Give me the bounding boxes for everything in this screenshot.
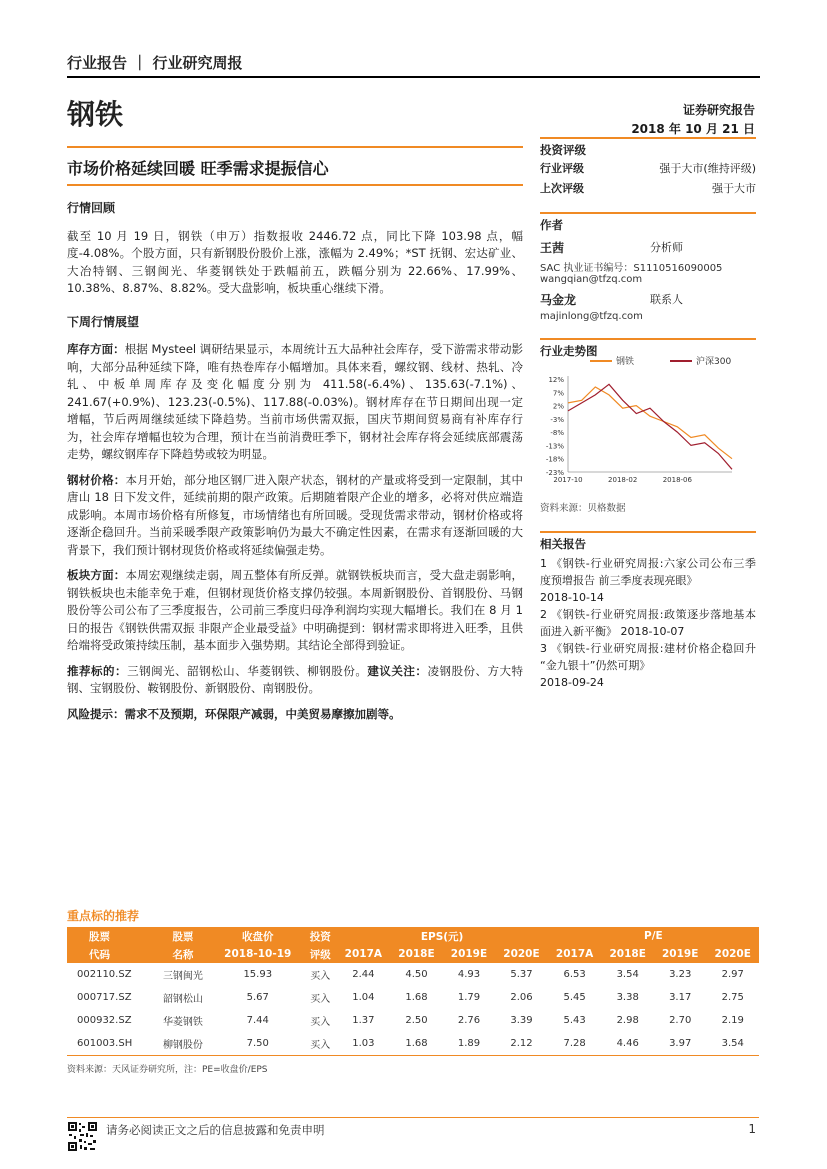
inventory-label: 库存方面： [67,342,125,356]
table-cell: 2.76 [457,1015,481,1026]
table-header-cell: 评级 [304,945,336,963]
price-paragraph [67,472,523,560]
x-tick-label: 2018-02 [608,476,638,484]
table-header-cell: 2019E [654,945,707,963]
x-tick-label: 2017-10 [553,476,583,484]
author-1 [540,239,756,285]
related-report-date: 2018-09-24 [540,676,604,689]
author-email: majinlong@tfzq.com [540,311,643,322]
sector-label: 板块方面： [67,568,126,582]
table-header-cell: 2019E [443,945,496,963]
header-divider [67,76,760,78]
author-role: 分析师 [650,241,683,254]
related-report-item[interactable] [540,640,756,691]
y-tick-label: -18% [545,455,564,464]
table-row [67,1009,759,1032]
table-cell: 1.68 [390,1032,443,1055]
y-tick-label: -3% [550,415,564,424]
trend-title: 行业走势图 [540,344,598,358]
y-tick-label: 12% [548,376,564,384]
table-cell: 1.68 [405,992,428,1003]
inventory-paragraph [67,341,523,464]
table-cell: 7.44 [246,1015,269,1026]
table-cell: 华菱钢铁 [162,1017,203,1028]
market-review-paragraph: 截至 10 月 19 日，钢铁（申万）指数报收 2446.72 点，同比下降 103.98 点，幅度-4.08%。个股方面，只有新钢股份股价上涨，涨幅为 2.49%；*ST 抚钢、宏达矿业、大冶特钢、三钢闽光、华菱钢铁处于跌幅前五，跌幅分别为 22.66%、17.99%、10.38%、8.87%、8.82%。受大盘影响，板块重心继续下滑。 [67,228,523,295]
table-header-cell: 2020E [706,945,759,963]
table-header-cell: 2018E [601,945,654,963]
headline: 市场价格延续回暖 旺季需求提振信心 [67,159,329,178]
author-name: 王茜 [540,241,565,255]
sidebar [540,137,756,359]
recommendation-paragraph [67,663,523,698]
table-cell: 002110.SZ [77,969,132,980]
table-cell: 000932.SZ [77,1015,132,1026]
watch-label: 建议关注： [367,663,428,678]
report-type-line: 行业报告 ｜ 行业研究周报 [67,54,243,72]
related-report-date: 2018-10-07 [620,625,685,638]
table-cell: 2.98 [616,1015,639,1026]
table-cell: 3.97 [654,1032,707,1055]
table-cell: 买入 [310,994,331,1005]
section-title-outlook: 下周行情展望 [67,314,140,329]
related-report-item[interactable] [540,606,756,640]
recommend-label: 推荐标的： [67,663,128,678]
table-row [67,1032,759,1055]
price-label: 钢材价格： [67,472,126,487]
table-header-cell: 2017A [336,945,390,963]
table-row [67,986,759,1009]
y-tick-label: -23% [545,469,564,477]
table-row [67,963,759,986]
table-cell: 5.43 [563,1015,586,1026]
page-number: 1 [748,1122,756,1136]
table-cell: 买入 [304,1032,336,1055]
table-cell: 买入 [310,1017,331,1028]
legend-label: 钢铁 [616,357,635,367]
author-sac: SAC 执业证书编号：S1110516090005 [540,263,723,274]
price-text: 本月开始，部分地区钢厂进入限产状态，钢材的产量或将受到一定限制，其中唐山 18 日下发文件，延续前期的限产政策。后期随着限产企业的增多，必将对供应端造成影响。本周市场价格有所修复，市场情绪也有所回暖。受现货需求带动，钢材价格或将逐渐企稳回升。当前采暖季限产政策影响仍为最大不确定性因素，在需求有逐渐回暖的大背景下，我们预计钢材现货价格或将延续偏强走势。 [67,472,524,557]
table-title: 重点标的推荐 [67,909,140,923]
table-cell: 601003.SH [67,1032,154,1055]
table-cell: 7.50 [212,1032,304,1055]
prev-rating-label: 上次评级 [540,182,584,195]
headline-rule-top [67,146,523,148]
related-report-date: 2018-10-14 [540,591,604,604]
table-cell: 2.44 [352,969,375,980]
table-cell: 4.93 [457,969,481,980]
table-cell: 买入 [310,971,331,982]
table-header-cell: EPS(元) [336,927,547,945]
industry-trend-chart [540,351,756,491]
sidebar-rule [540,338,756,340]
table-header-cell: 2017A [548,945,602,963]
table-header-cell: P/E [548,927,759,945]
table-header-cell: 2018E [390,945,443,963]
risk-text: 需求不及预期，环保限产减弱，中美贸易摩擦加剧等。 [124,706,401,721]
report-kind: 证券研究报告 [682,103,755,117]
industry-title: 钢铁 [67,98,124,131]
table-cell: 3.23 [669,969,692,980]
y-tick-label: -13% [545,442,564,451]
sector-paragraph [67,567,523,655]
table-cell: 3.39 [510,1015,533,1026]
table-cell: 4.50 [405,969,428,980]
chart-source: 资料来源：贝格数据 [540,503,626,514]
table-cell: 三钢闽光 [162,971,203,982]
watch-text: 凌钢股份、方大特钢、宝钢股份、鞍钢股份、新钢股份、南钢股份。 [67,663,524,695]
table-cell: 5.37 [510,969,533,980]
table-header-cell: 股票 [154,927,211,945]
table-cell: 4.46 [601,1032,654,1055]
related-report-item[interactable] [540,555,756,606]
table-cell: 2.75 [721,992,744,1003]
sidebar-rule [540,212,756,214]
legend-label: 沪深300 [696,357,732,367]
table-cell: 2.50 [405,1015,428,1026]
table-cell: 7.28 [548,1032,602,1055]
related-reports [540,531,756,691]
prev-rating-value: 强于大市 [712,182,756,195]
footer-disclaimer: 请务必阅读正文之后的信息披露和免责申明 [106,1123,325,1137]
risk-label: 风险提示： [67,706,125,721]
table-cell: 1.89 [443,1032,496,1055]
related-report-text[interactable]: 3 《钢铁-行业研究周报:建材价格企稳回升 “金九银十”仍然可期》 [540,642,756,672]
footer-rule [67,1117,759,1118]
table-cell: 2.12 [495,1032,548,1055]
table-cell: 3.54 [616,969,639,980]
prev-rating-row [540,178,756,198]
series-line-hs300 [568,384,732,469]
qr-code-icon [67,1121,98,1152]
table-cell: 3.54 [706,1032,759,1055]
table-cell: 韶钢松山 [162,994,203,1005]
stock-recommendation-table [67,927,759,1056]
table-source-note: 资料来源：天风证券研究所，注：PE=收盘价/EPS [67,1065,268,1075]
industry-rating-label: 行业评级 [540,162,584,175]
table-header-cell: 名称 [154,945,211,963]
y-tick-label: 7% [552,389,564,398]
table-header-cell: 投资 [304,927,336,945]
recommend-text: 三钢闽光、韶钢松山、华菱钢铁、柳钢股份。 [127,663,368,678]
table-body [67,963,759,1055]
table-cell: 1.79 [457,992,481,1003]
table-cell: 5.45 [563,992,586,1003]
author-name: 马金龙 [540,293,577,307]
table-cell: 1.03 [336,1032,390,1055]
series-line-steel [568,387,732,459]
section-title-market-review: 行情回顾 [67,201,116,215]
table-header-cell: 股票 [67,927,154,945]
table-header-row-1 [67,927,759,945]
table-cell: 3.17 [669,992,692,1003]
authors-title: 作者 [540,218,563,232]
table-cell: 15.93 [243,969,273,980]
table-cell: 3.38 [616,992,639,1003]
risk-paragraph [67,706,523,724]
headline-rule-bottom [67,184,523,186]
related-report-text[interactable]: 1 《钢铁-行业研究周报:六家公司公布三季度预增报告 前三季度表现亮眼》 [540,557,756,587]
related-title: 相关报告 [540,537,586,551]
table-cell: 5.67 [246,992,269,1003]
main-column [67,200,523,731]
table-header-cell: 代码 [67,945,154,963]
author-role: 联系人 [650,293,683,306]
sidebar-rule [540,531,756,533]
table-cell: 柳钢股份 [154,1032,211,1055]
table-cell: 2.19 [721,1015,744,1026]
table-header-row-2 [67,945,759,963]
table-cell: 1.37 [352,1015,375,1026]
table-header-cell: 2018-10-19 [212,945,304,963]
author-2 [540,291,756,322]
industry-rating-value: 强于大市(维持评级) [659,162,756,175]
table-cell: 2.70 [669,1015,692,1026]
trend-chart-svg [540,351,756,491]
y-tick-label: -8% [550,429,564,438]
sector-text: 本周宏观继续走弱，周五整体有所反弹。就钢铁板块而言，受大盘走弱影响，钢铁板块也未能幸免于难，但钢材现货价格支撑仍较强。本周新钢股份、首钢股份、马钢股份等公司公布了三季度报告，公司前三季度归母净利润均实现大幅增长。我们在 8 月 1 日的报告《钢铁供需双振 非限产企业最受益》中明确提到：钢材需求即将进入旺季，且供给端将受政策持续压制，基本面步入强势期。其结论全部得到验证。 [67,568,524,652]
rating-title: 投资评级 [540,143,586,157]
related-report-text[interactable]: 2 《钢铁-行业研究周报:政策逐步落地基本面进入新平衡》 [540,608,756,638]
table-cell: 2.06 [510,992,533,1003]
inventory-text: 根据 Mysteel 调研结果显示，本周统计五大品种社会库存，受下游需求带动影响，大部分品种延续下降，唯有热卷库存小幅增加。具体来看，螺纹钢、线材、热轧、冷轧、中板单周库存及变化幅度分别为 411.58(-6.4%)、135.63(-7.1%)、241.67(+0.9%)、123.23(-0.5%)、117.88(-0.03%)。钢材库存在节日期间出现一定增幅，节后两周继续延续下降趋势。当前市场供需双振，国庆节期间贸易商有补库存行为，社会库存增幅也较为合理，预计在当前消费旺季下，钢材社会库存将会延续底部震荡走势，螺纹钢库存下降趋势或较为明显。 [67,342,524,461]
industry-rating-row [540,158,756,178]
y-tick-label: 2% [552,402,564,411]
table-cell: 1.04 [352,992,375,1003]
author-email: wangqian@tfzq.com [540,274,643,285]
table-header-cell: 2020E [495,945,548,963]
x-tick-label: 2018-06 [662,476,692,484]
table-cell: 6.53 [563,969,586,980]
table-cell: 2.97 [721,969,744,980]
sidebar-rule [540,137,756,139]
report-date: 2018 年 10 月 21 日 [631,122,755,136]
table-cell: 000717.SZ [77,992,132,1003]
table-header-cell: 收盘价 [212,927,304,945]
